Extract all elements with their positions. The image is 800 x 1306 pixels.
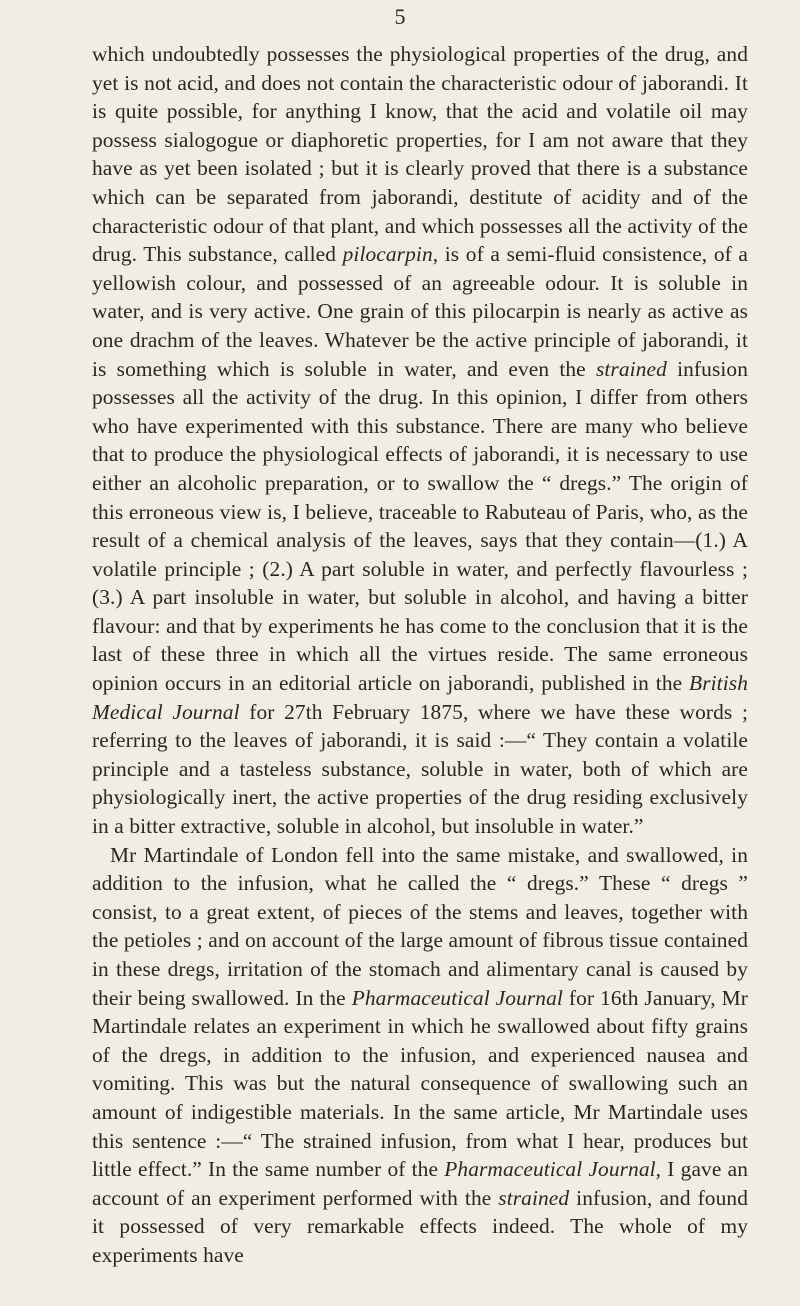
paragraph xyxy=(92,40,748,841)
text-run: for 16th January, Mr Martindale relates an experiment in which he swallowed about fifty grains of the dregs, in addition to the infusion, and experienced nausea and vomiting. This was but the natural consequence of swallowing such an amount of indigestible materials. In the same article, Mr Martindale uses this sentence :—“ The strained infusion, from what I hear, produces but little effect.” In the same number of the xyxy=(92,985,748,1182)
italic-text: British Medical Journal xyxy=(92,671,748,724)
paragraph xyxy=(92,841,748,1270)
page-number: 5 xyxy=(394,4,406,29)
italic-text: strained xyxy=(595,356,667,381)
italic-text: strained xyxy=(498,1185,570,1210)
text-run: infusion possesses all the activity of the drug. In this opinion, I differ from others who have experimented with this substance. There are many who believe that to produce the physiological effects of jaborandi, it is necessary to use either an alcoholic preparation, or to swallow the “ dregs.” The origin of this erroneous view is, I believe, traceable to Rabuteau of Paris, who, as the result of a chemical analysis of the leaves, says that they contain—(1.) A volatile principle ; (2.) A part soluble in water, and perfectly flavourless ; (3.) A part insoluble in water, but soluble in alcohol, and having a bitter flavour: and that by experiments he has come to the conclusion that it is the last of these three in which all the virtues reside. The same erroneous opinion occurs in an editorial article on jaborandi, published in the xyxy=(92,356,748,696)
italic-text: Pharmaceutical Journal xyxy=(351,985,563,1010)
body-text xyxy=(92,40,748,1270)
text-run: , is of a semi-fluid consistence, of a yellowish colour, and possessed of an agreeable odour. It is soluble in water, and is very active. One grain of this pilocarpin is nearly as active as one drachm of the leaves. Whatever be the active principle of jaborandi, it is something which is soluble in water, and even the xyxy=(92,242,749,381)
italic-text: Pharmaceutical Journal xyxy=(444,1157,656,1182)
text-run: which undoubtedly possesses the physiological properties of the drug, and yet is not acid, and does not contain the characteristic odour of jaborandi. It is quite possible, for anything I know, that the acid and volatile oil may possess sialogogue or diaphoretic properties, for I am not aware that they have as yet been isolated ; but it is clearly proved that there is a substance which can be separated from jaborandi, destitute of acidity and of the characteristic odour of that plant, and which possesses all the activity of the drug. This substance, called xyxy=(92,42,748,267)
text-run: , I gave an account of an experiment performed with the xyxy=(92,1157,748,1210)
text-run: infusion, and found it possessed of very remarkable effects indeed. The whole of my experiments have xyxy=(92,1185,748,1267)
text-run: for 27th February 1875, where we have these words ; referring to the leaves of jaborandi, it is said :—“ They contain a volatile principle and a tasteless substance, soluble in water, both of which are physiologically inert, the active properties of the drug residing exclusively in a bitter extractive, soluble in alcohol, but insoluble in water.” xyxy=(92,699,748,839)
italic-text: pilocarpin xyxy=(342,242,433,267)
text-run: Mr Martindale of London fell into the same mistake, and swallowed, in addition to the infusion, what he called the “ dregs.” These “ dregs ” consist, to a great extent, of pieces of the stems and leaves, together with the petioles ; and on account of the large amount of fibrous tissue contained in these dregs, irritation of the stomach and alimentary canal is caused by their being swallowed. In the xyxy=(92,842,748,1010)
